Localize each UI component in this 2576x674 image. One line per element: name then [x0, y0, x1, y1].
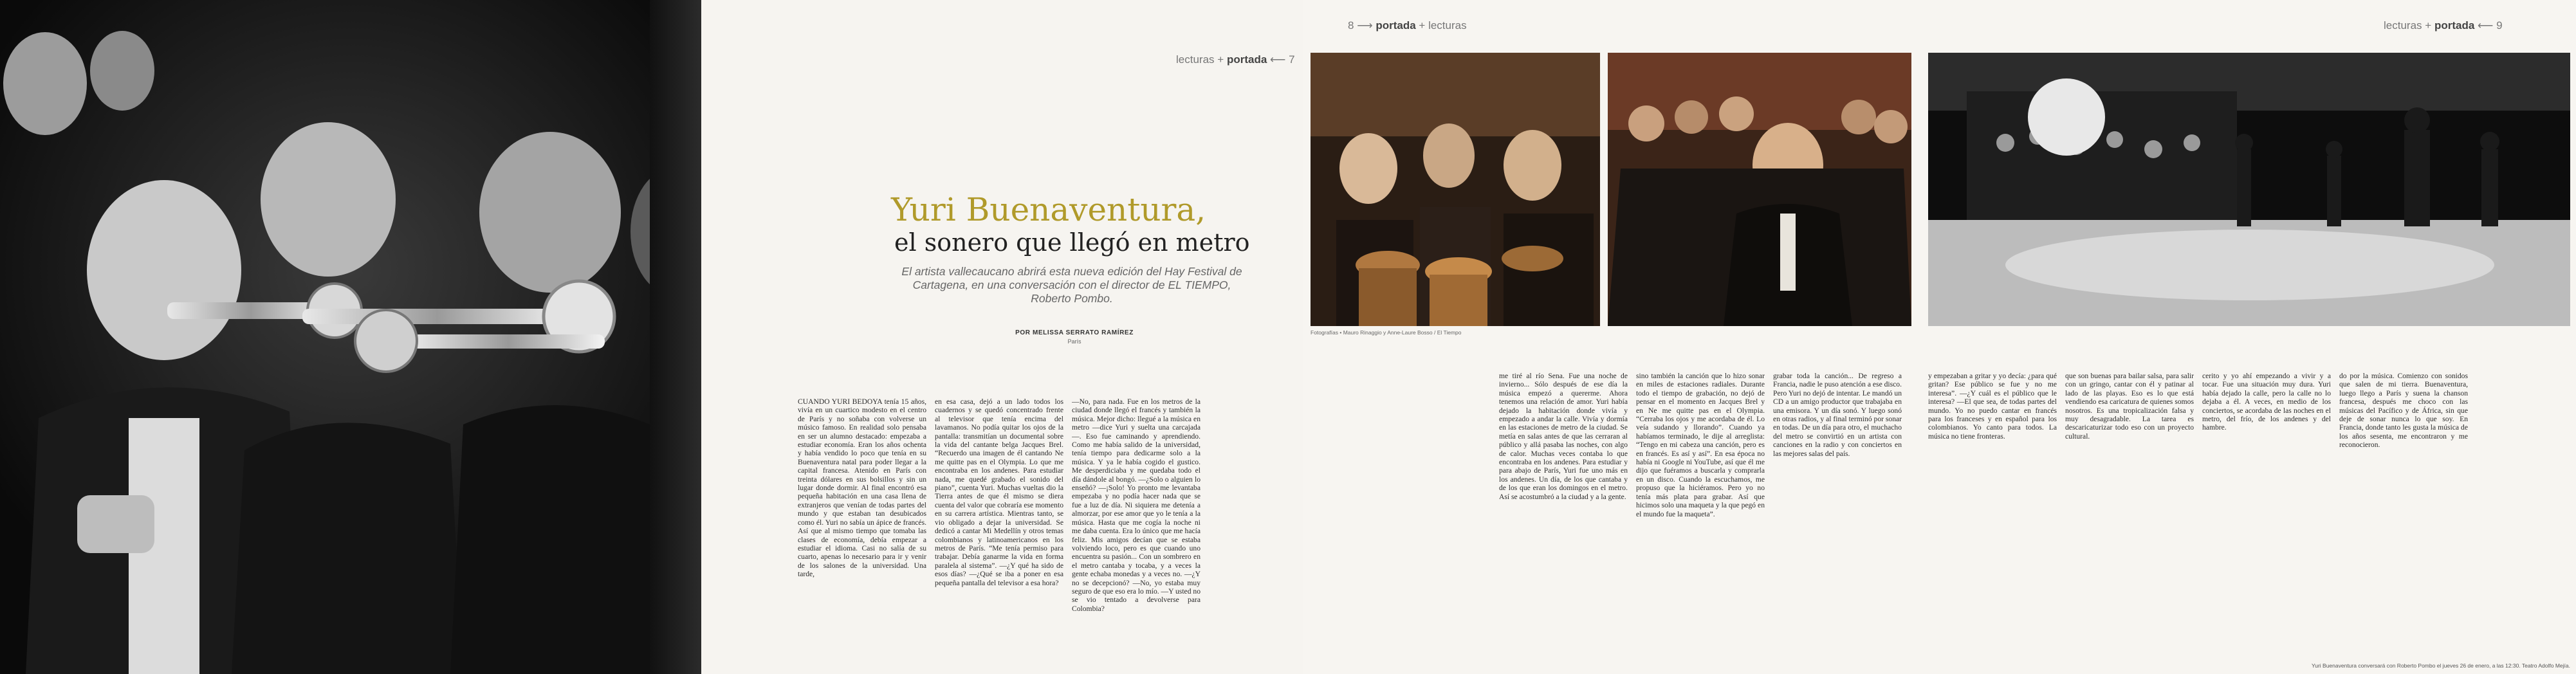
folio-arrow: ⟵ — [2478, 19, 2494, 32]
page-7 — [701, 0, 1303, 674]
percussion-photo — [1311, 53, 1600, 326]
folio-page-7 — [1176, 53, 1295, 66]
concert-stage-photo — [1928, 53, 2570, 326]
concert-stage-photo-art — [1928, 53, 2570, 326]
byline-place: París — [1067, 338, 1081, 345]
folio-section: lecturas — [2384, 19, 2422, 32]
folio-section: lecturas — [1176, 53, 1215, 66]
article-column-1: CUANDO YURI BEDOYA tenía 15 años, vivía en un cuartico modesto en el centro de París y no soñaba con volverse un músico famoso. En realidad solo pensaba en ser un alumno destacado: empezaba a estudiar economía. Eran los años ochenta y había vendido lo poco que tenía en su Buenaventura natal para poder llegar a la capital francesa. Atenido en París con treinta dólares en sus bolsillos y sin un lugar donde dormir. Al final encontró esa pequeña habitación en una casa llena de extranjeros que venían de todas partes del mundo y que estaban tan desubicados como él. Yuri no sabía un ápice de francés. Así que al mismo tiempo que tomaba las clases de economía, debía empezar a estudiar el idioma. Casi no salía de su cuarto, apenas lo necesario para ir y venir de los salones de la universidad. Una tarde, — [798, 397, 926, 579]
band-group-photo-art — [1608, 53, 1911, 326]
article-column-5: sino también la canción que lo hizo sonar en miles de estaciones radiales. Durante todo el tiempo de grabación, no dejó de pensar en el momento en Jacques Brel y en Ne me quitte pas en el Olympia. “Cerraba los ojos y me acordaba de él. Lo veía sudando y llorando”. Cuando ya habíamos terminado, le dije al arreglista: “Tengo en mi cabeza una canción, pero es en francés. Es así y así”. En esa época no había ni Google ni YouTube, así que él me dijo que fuéramos a buscarla y comprarla en un disco. Cuando la escuchamos, me propuso que la hiciéramos. Pero yo no tenía más plata para grabar. Así que hicimos solo una maqueta y la que pegó en el mundo fue la maqueta”. — [1636, 372, 1765, 518]
folio-section-bold: portada — [1226, 53, 1267, 66]
headline-name: Yuri Buenaventura, — [891, 191, 1206, 228]
folio-number: 9 — [2496, 19, 2503, 32]
band-photo — [0, 0, 701, 674]
event-caption: Yuri Buenaventura conversará con Roberto Pombo el jueves 26 de enero, a las 12:30. Teatro Adolfo Mejía. — [2312, 662, 2570, 669]
article-column-2: en esa casa, dejó a un lado todos los cuadernos y se quedó concentrado frente al televisor que tenía encima del lavamanos. No podía quitar los ojos de la pantalla: transmitían un documental sobre la vida del cantante belga Jacques Brel. “Recuerdo una imagen de él cantando Ne me quitte pas en el Olympia. Lo que me encontraba en los andenes. Para estudiar nada, me quedé grabado el sonido del piano”, cuenta Yuri. Muchas vueltas dio la Tierra antes de que él mismo se diera cuenta del valor que cobraría ese momento en su carrera artística. Mientras tanto, se vio obligado a dejar la universidad. Se dedicó a cantar Mi Medellín y otros temas colombianos y latinoamericanos en los metros de París. “Me tenía permiso para trabajar. Debía ganarme la vida en forma paralela al sistema”. —¿Y qué ha sido de esos días? —¿Qué se iba a poner en esa pequeña pantalla del televisor a esa hora? — [935, 397, 1063, 587]
folio-section-bold: portada — [2434, 19, 2475, 32]
folio-plus: + — [1217, 53, 1224, 66]
article-column-9: cerito y yo ahí empezando a vivir y a tocar. Fue una situación muy dura. Yuri había dejado la calle, pero la calle no lo dejaba a él. A veces, en medio de los conciertos, se acordaba de las noches en el metro, del frío, de los andenes y del hambre. — [2202, 372, 2331, 432]
headline-subtitle: el sonero que llegó en metro — [894, 228, 1250, 257]
folio-number: 7 — [1289, 53, 1295, 66]
folio-plus: + — [2425, 19, 2432, 32]
article-column-4: me tiré al río Sena. Fue una noche de invierno... Sólo después de ese día la música empezó a quererme. Ahora tenemos una relación de amor. Yuri había dejado la habitación donde vivía y empezado a andar la calle. Vivía y dormía en las estaciones de metro de la ciudad. Se metía en salas antes de que las cerraran al público y allá pasaba las noches, con algo de calor. Muchas veces contaba lo que encontraba en los andenes. Para estudiar y para abajo de París, Yuri fue uno más en los andenes. Un día, de los que cantaba y de los que eran los domingos en el metro. Así se acostumbró a la ciudad y a la gente. — [1499, 372, 1628, 501]
page-9 — [1920, 0, 2576, 674]
page-fold-shadow — [650, 0, 701, 674]
folio-page-9 — [2384, 19, 2503, 32]
photo-credit: Fotografías • Mauro Rinaggio y Anne-Laure Bosso / El Tiempo — [1311, 329, 1462, 336]
trumpet-players-illustration — [0, 0, 701, 674]
article-column-8: que son buenas para bailar salsa, para salir con un gringo, cantar con él y patinar al lado de las playas. Eso es lo que está vendiendo esa caricatura de quienes somos nosotros. Es una tropicalización falsa y muy desagradable. La tarea es descaricaturizar todo eso con un proyecto cultural. — [2065, 372, 2194, 441]
folio-arrow: ⟵ — [1270, 53, 1286, 66]
folio-number: 8 — [1348, 19, 1354, 32]
folio-arrow: ⟶ — [1357, 19, 1373, 32]
article-column-10: do por la música. Comienzo con sonidos que salen de mi tierra. Buenaventura, luego llego a París y suena la chanson francesa, después me choco con las músicas del Pacífico y de África, sin que deje de sonar nunca lo que soy. En Francia, donde tanto les gusta la música de los años sesenta, me encontraron y me reconocieron. — [2339, 372, 2468, 450]
percussion-photo-art — [1311, 53, 1600, 326]
folio-section-bold: portada — [1375, 19, 1416, 32]
folio-plus: + — [1419, 19, 1426, 32]
folio-section: lecturas — [1428, 19, 1467, 32]
article-column-3: —No, para nada. Fue en los metros de la ciudad donde llegó el francés y también la música. Mejor dicho: llegué a la música en metro —dice Yuri y suelta una carcajada—. Eso fue caminando y aprendiendo. Como me había salido de la universidad, tenía tiempo para dedicarme solo a la música. Y ya le había cogido el gustico. Me desperdiciaba y me quedaba todo el día dándole al bongó. —¿Solo o alguien lo enseñó? —¡Solo! Yo pronto me levantaba empezaba y no podía hacer nada que se fue a luz de día. Ni siquiera me detenía a almorzar, por ese amor que yo le tenía a la música. Hasta que me cogía la noche ni me daba cuenta. Era lo único que me hacía feliz. Mis amigos decían que se estaba volviendo loco, pero es que cuando uno encuentra su pasión... Con un sombrero en el metro cantaba y tocaba, y a veces la gente echaba monedas y a veces no. —¿Y no se decepcionó? —No, yo estaba muy seguro de que eso era lo mío. —Y usted no se vio tentado a devolverse para Colombia? — [1072, 397, 1201, 613]
page-8 — [1303, 0, 1920, 674]
article-deck: El artista vallecaucano abrirá esta nueva edición del Hay Festival de Cartagena, en una conversación con el director de EL TIEMPO, Roberto Pombo. — [901, 265, 1242, 305]
band-group-photo — [1608, 53, 1911, 326]
article-column-6: grabar toda la canción... De regreso a Francia, nadie le puso atención a ese disco. Pero Yuri no dejó de intentar. Le mandó un CD a un amigo productor que trabajaba en una emisora. Y un día sonó. Y luego sonó en otras radios, y al final terminó por sonar en todas. De un día para otro, el muchacho del metro se convirtió en un artista con canciones en la radio y con conciertos en las mejores salas del país. — [1773, 372, 1902, 458]
folio-page-8 — [1348, 19, 1467, 32]
byline: POR MELISSA SERRATO RAMÍREZ — [1015, 329, 1134, 336]
article-column-7: y empezaban a gritar y yo decía: ¿para qué gritan? Ese público se fue y no me interesa”. —¿Y cuál es el público que le interesa? —El que sea, de todas partes del mundo. Yo no puedo cantar en francés para los franceses y en español para los colombianos. Yo canto para todos. La música no tiene fronteras. — [1928, 372, 2057, 441]
